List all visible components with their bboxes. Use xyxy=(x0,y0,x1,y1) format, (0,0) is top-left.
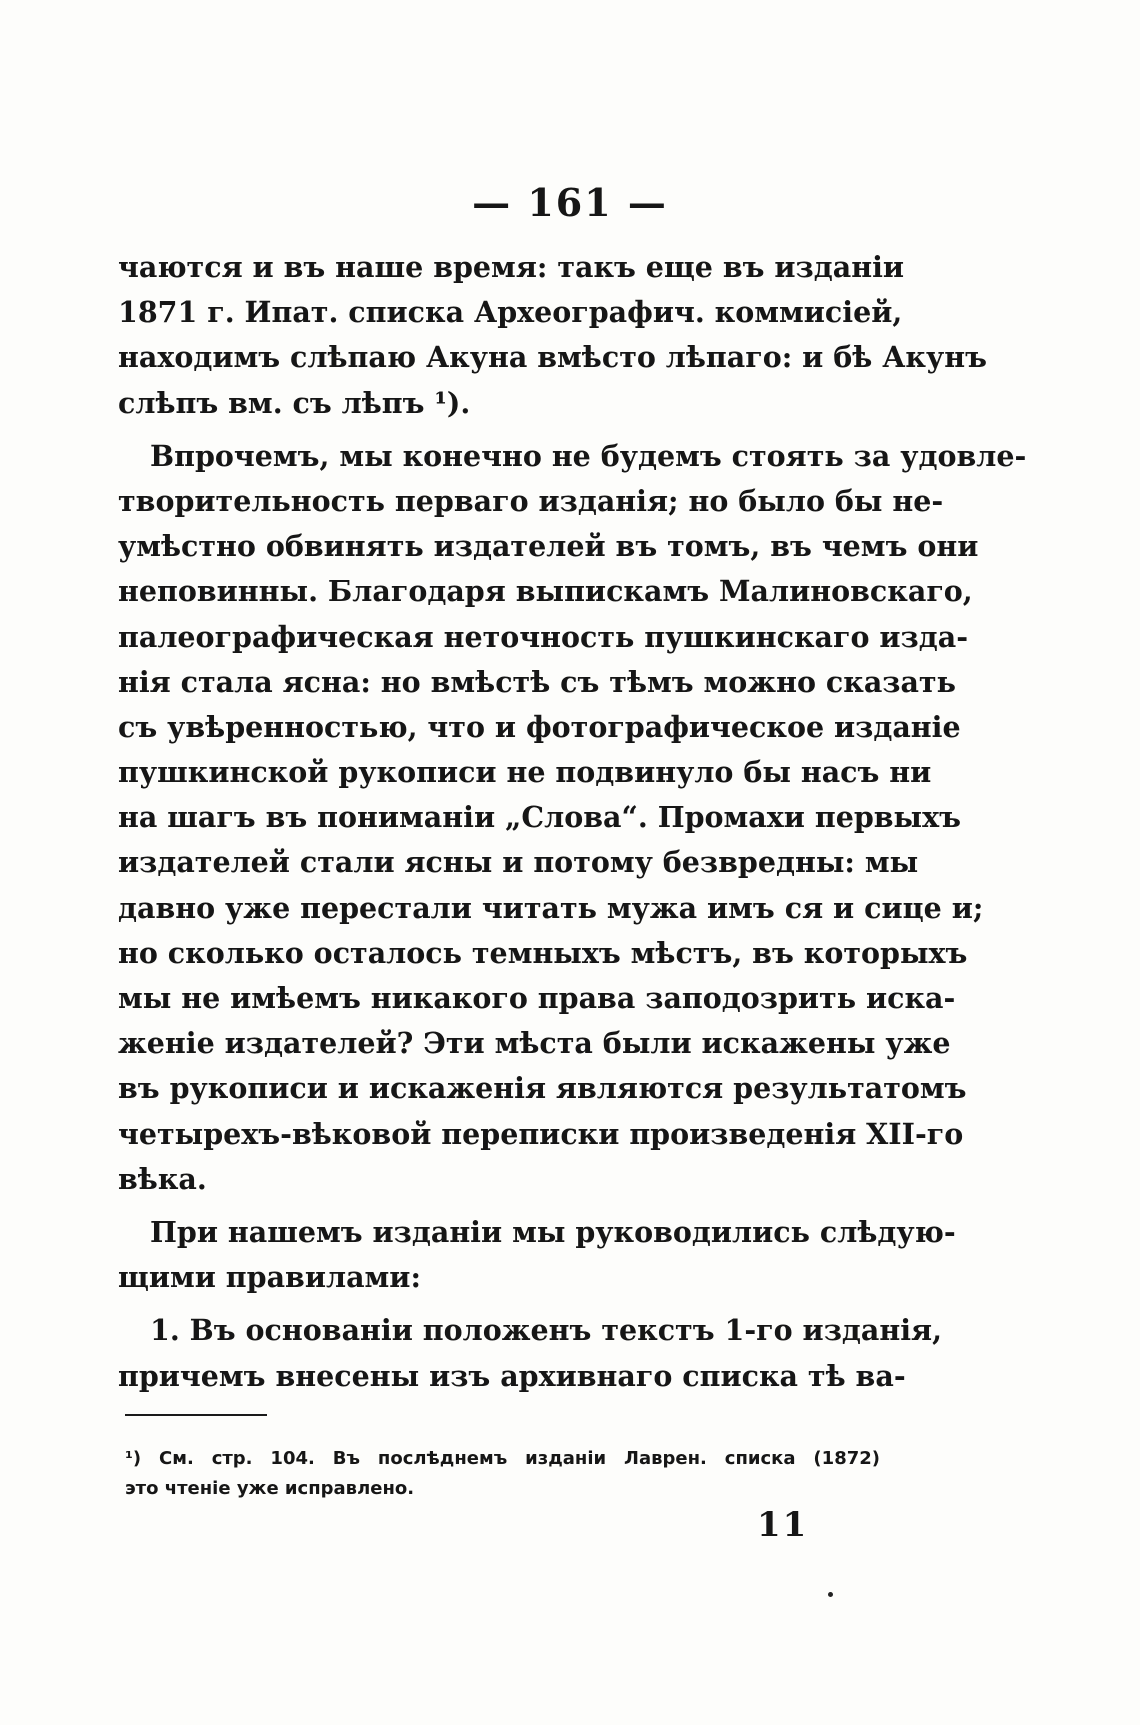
footnote-line: это чтеніе уже исправлено. xyxy=(125,1478,415,1499)
text-line: умѣстно обвинять издателей въ томъ, въ чемъ они xyxy=(118,529,979,564)
paragraph-start-line: При нашемъ изданіи мы руководились слѣдую- xyxy=(150,1214,956,1249)
text-line: 1871 г. Ипат. списка Археографич. коммисіей, xyxy=(118,295,903,330)
text-line: творительность перваго изданія; но было бы не- xyxy=(118,483,944,518)
page-number-header: — 161 — xyxy=(472,180,668,225)
footnotes xyxy=(125,1444,880,1504)
text-line: неповинны. Благодаря выпискамъ Малиновскаго, xyxy=(118,574,973,609)
text-line: находимъ слѣпаю Акуна вмѣсто лѣпаго: и бѣ Акунъ xyxy=(118,340,987,375)
text-line: на шагъ въ пониманіи „Слова“. Промахи первыхъ xyxy=(118,800,961,835)
text-line: въ рукописи и искаженія являются результатомъ xyxy=(118,1071,967,1106)
text-line: причемъ внесены изъ архивнаго списка тѣ ва- xyxy=(118,1358,906,1393)
footnote-divider xyxy=(125,1414,267,1416)
text-line: съ увѣренностью, что и фотографическое изданіе xyxy=(118,709,961,744)
text-line: четырехъ-вѣковой переписки произведенія XII-го xyxy=(118,1116,964,1151)
text-line: но сколько осталось темныхъ мѣстъ, въ которыхъ xyxy=(118,935,968,970)
printer-signature-mark: 11 xyxy=(757,1505,809,1545)
text-line: вѣка. xyxy=(118,1161,207,1196)
text-line: давно уже перестали читать мужа имъ ся и сице и; xyxy=(118,890,984,925)
text-line: палеографическая неточность пушкинскаго изда- xyxy=(118,619,969,654)
text-line: мы не имѣемъ никакого права заподозрить иска- xyxy=(118,981,956,1015)
text-line: щими правилами: xyxy=(118,1260,421,1295)
ink-speck xyxy=(828,1592,833,1597)
footnote-line: ¹) См. стр. 104. Въ послѣднемъ изданіи Лаврен. списка (1872) xyxy=(125,1448,880,1469)
text-line: пушкинской рукописи не подвинуло бы насъ ни xyxy=(118,755,932,790)
text-line: нія стала ясна: но вмѣстѣ съ тѣмъ можно сказать xyxy=(118,664,956,699)
text-line: чаются и въ наше время: такъ еще въ изданіи xyxy=(118,250,905,284)
body-text xyxy=(118,245,1027,1399)
text-line: женіе издателей? Эти мѣста были искажены уже xyxy=(118,1026,951,1061)
text-line: издателей стали ясны и потому безвредны: мы xyxy=(118,845,919,880)
text-line: слѣпъ вм. съ лѣпъ ¹). xyxy=(118,385,471,420)
paragraph-start-line: 1. Въ основаніи положенъ текстъ 1-го изданія, xyxy=(150,1313,943,1348)
paragraph-start-line: Впрочемъ, мы конечно не будемъ стоять за удовле- xyxy=(150,438,1027,473)
